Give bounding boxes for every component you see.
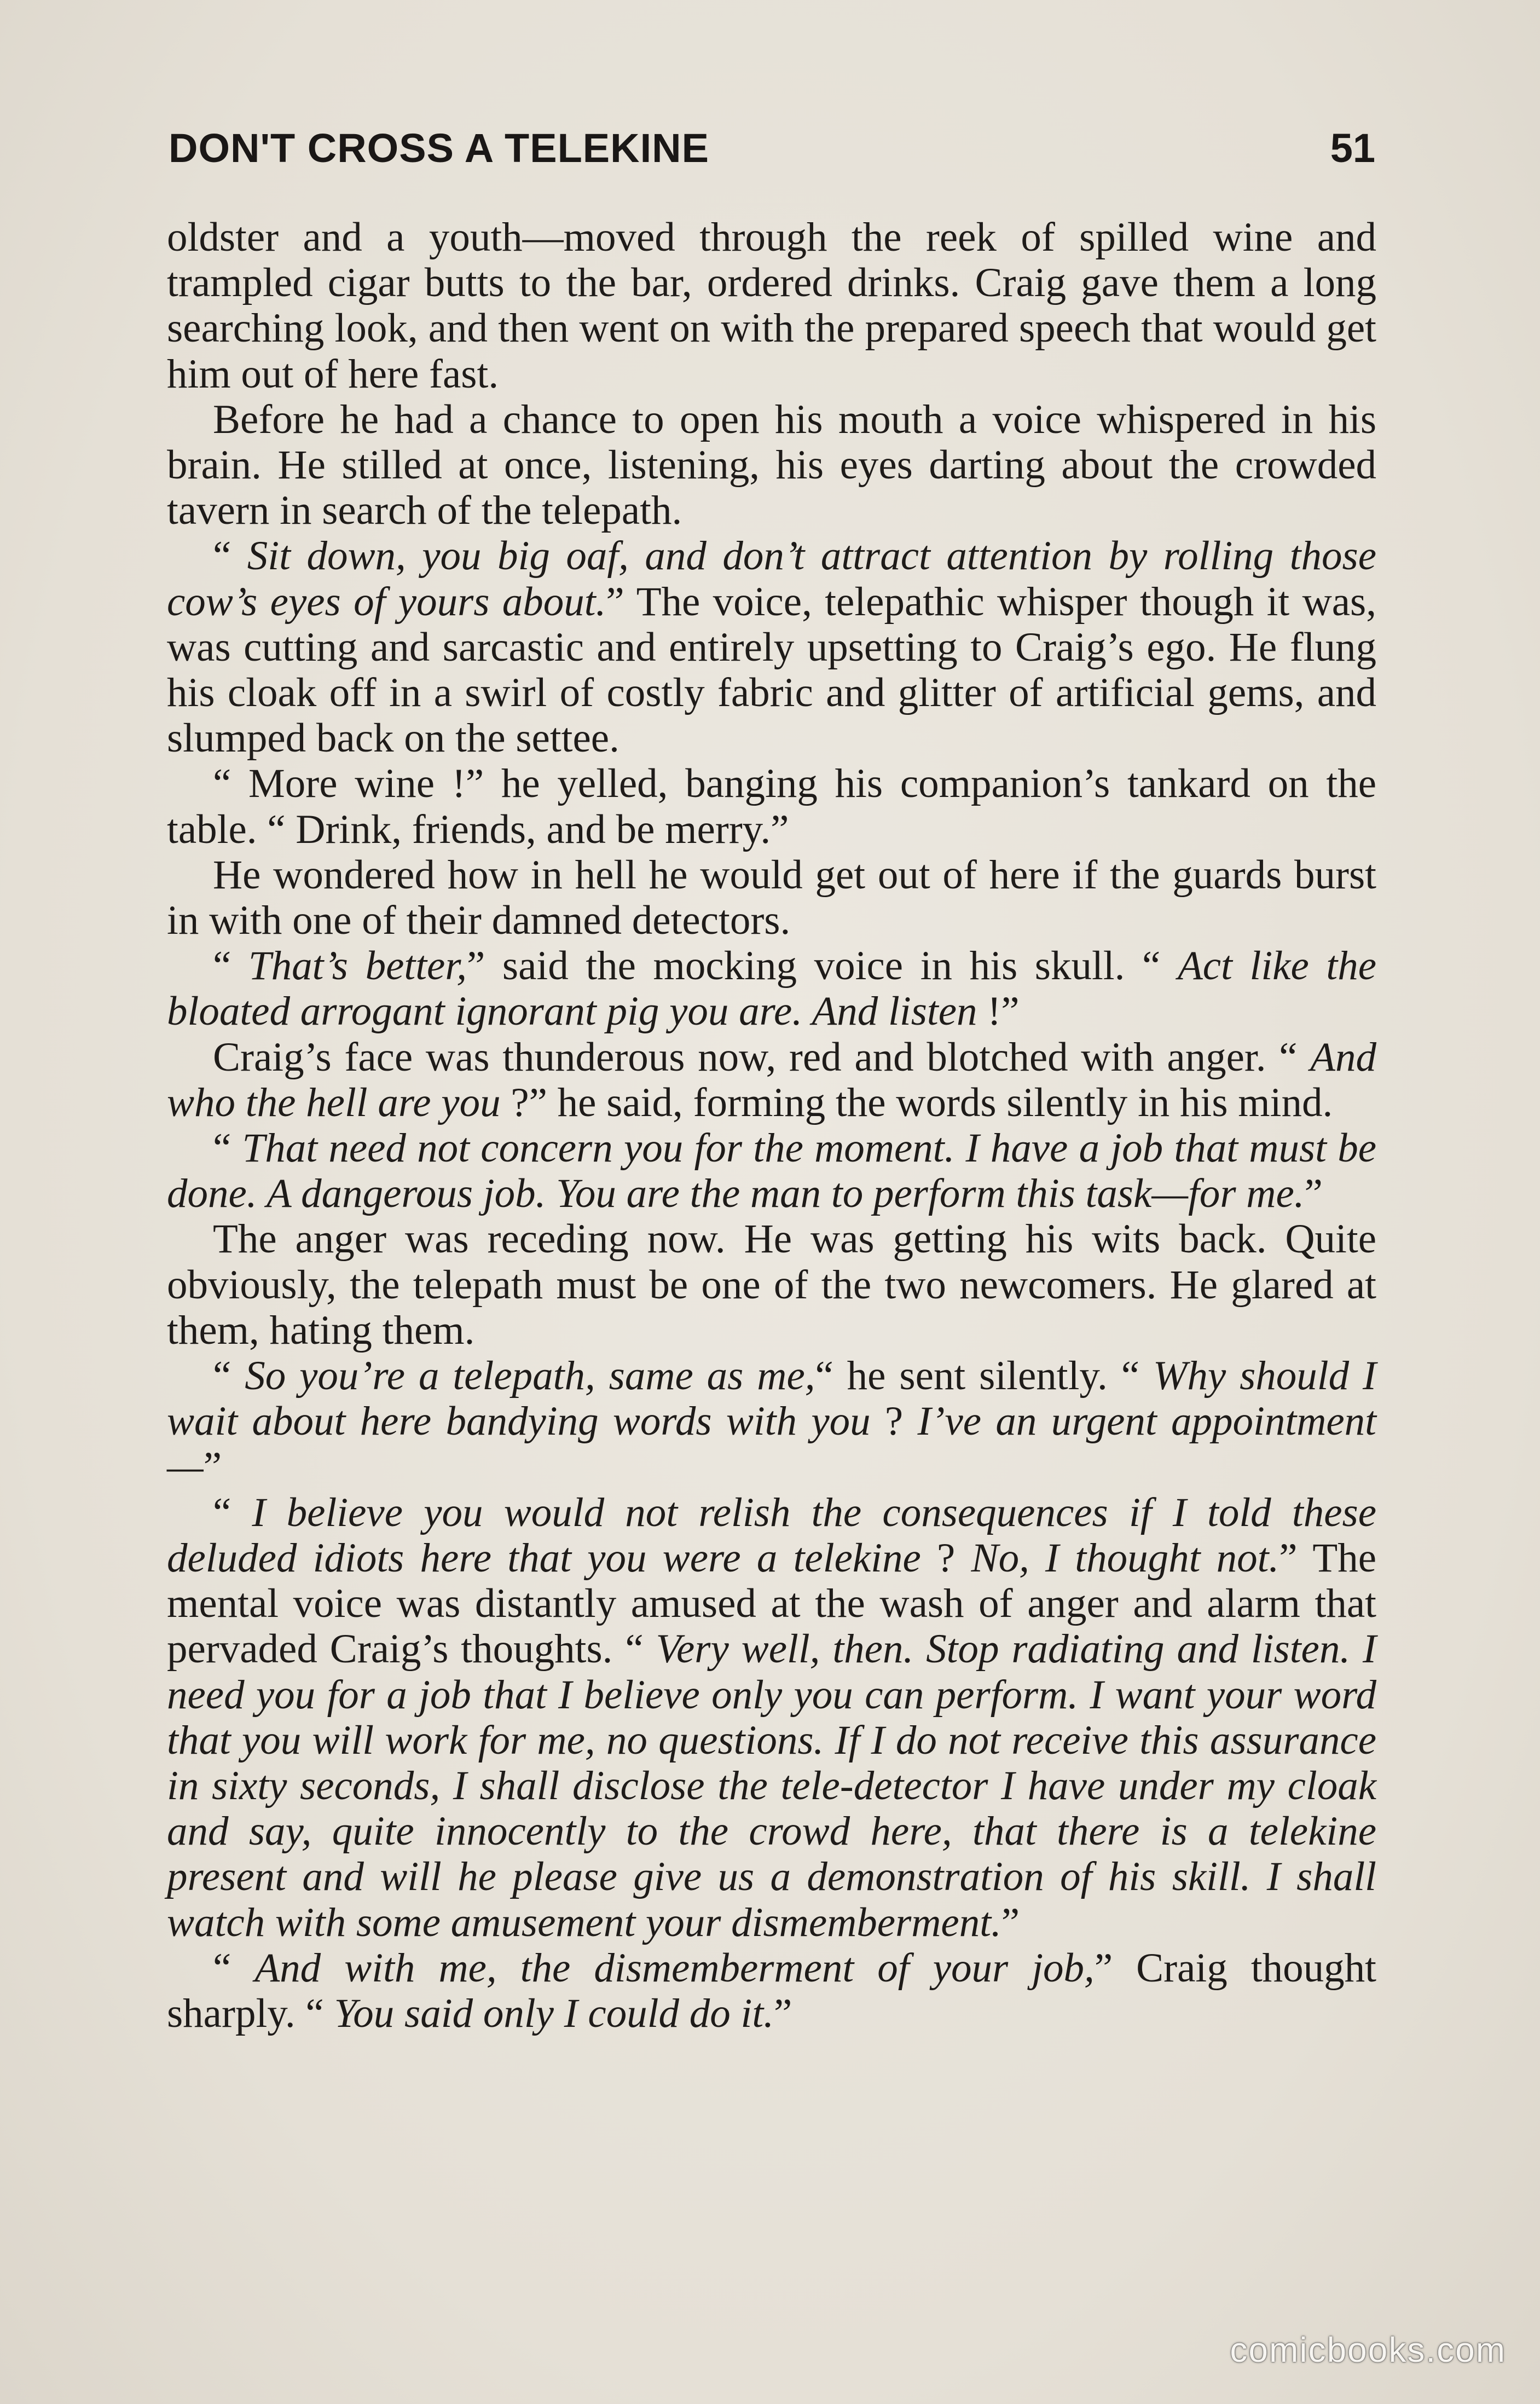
italic-run: Sit down, you big oaf, and don’t attract attention by rolling those cow’s eyes of yours about. [167, 533, 1376, 625]
text-run: ” [773, 1990, 792, 2036]
paragraph [167, 1490, 1376, 1945]
italic-run: Why should I wait about here bandying words with you [167, 1353, 1377, 1444]
text-run: oldster and a youth—moved through the reek of spilled wine and trampled cigar butts to the bar, ordered drinks. Craig gave them a long searching look, and then went on with the prepared speech that would get him out of here fast. [167, 215, 1376, 397]
text-run: Before he had a chance to open his mouth a voice whispered in his brain. He stilled at once, listening, his eyes darting about the crowded tavern in search of the telepath. [167, 396, 1376, 534]
text-run: ?” he said, forming the words silently in his mind. [500, 1079, 1333, 1125]
paragraph [167, 943, 1376, 1034]
italic-run: That need not concern you for the moment. I have a job that must be done. A dangerous job. You are the man to perform this task—for me. [167, 1125, 1376, 1217]
text-run: Craig’s face was thunderous now, red and blotched with anger. “ [213, 1034, 1311, 1080]
italic-run: That’s better, [248, 943, 467, 989]
text-run: “ he sent silently. “ [815, 1353, 1153, 1399]
text-run: ? [920, 1535, 971, 1581]
italic-run: Very well, then. Stop radiating and listen. I need you for a job that I believe only you can perform. I want your word that you will work for me, no questions. If I do not receive this assurance in sixty seconds, I shall disclose the tele-detector I have under my cloak and say, quite innocently to the crowd here, that there is a telekine present and will he please give us a demonstration of his skill. I shall watch with some amusement your dismemberment. [167, 1626, 1376, 1945]
paragraph [167, 1216, 1376, 1353]
paragraph [167, 397, 1376, 534]
text-run: “ [213, 533, 247, 579]
text-run: ? [870, 1399, 918, 1444]
text-run: ” [1304, 1171, 1323, 1217]
text-run: “ [213, 1125, 242, 1171]
paragraph [167, 1125, 1376, 1216]
text-run: The anger was receding now. He was getting his wits back. Quite obviously, the telepath must be one of the two newcomers. He glared at them, hating them. [167, 1216, 1376, 1353]
italic-run: No, I thought not. [971, 1535, 1280, 1581]
text-run: “ [213, 1353, 245, 1399]
page-header [169, 125, 1375, 174]
body-text [167, 215, 1376, 2036]
italic-run: So you’re a telepath, same as me, [245, 1353, 815, 1399]
paragraph [167, 215, 1376, 397]
paragraph [167, 533, 1376, 761]
watermark: comicbooks.com [1230, 2330, 1506, 2370]
italic-run: And with me, the dismemberment of your job, [254, 1945, 1095, 1991]
running-head: DON'T CROSS A TELEKINE [169, 125, 709, 171]
italic-run: Act like the bloated arrogant ignorant pig you are. And listen [167, 943, 1376, 1035]
text-run: ” The voice, telepathic whisper though it was, was cutting and sarcastic and entirely upsetting to Craig’s ego. He flung his cloak off in a swirl of costly fabric and glitter of artificial gems, and slumped back on the settee. [167, 579, 1376, 761]
text-run: “ [213, 1945, 255, 1991]
text-run: ” Craig thought sharply. “ [167, 1945, 1376, 2036]
paragraph [167, 1353, 1376, 1490]
paragraph [167, 1035, 1376, 1125]
text-run: ” The mental voice was distantly amused at the wash of anger and alarm that pervaded Craig’s thoughts. “ [167, 1535, 1376, 1672]
italic-run: I’ve an urgent appointment— [167, 1399, 1377, 1490]
text-run: ” said the mocking voice in his skull. “ [466, 943, 1178, 989]
paragraph [167, 852, 1376, 943]
text-run: “ More wine !” he yelled, banging his companion’s tankard on the table. “ Drink, friends, and be merry.” [167, 761, 1376, 852]
italic-run: I believe you would not relish the consequences if I told these deluded idiots here that you were a telekine [167, 1489, 1376, 1581]
paragraph [167, 1945, 1376, 2036]
italic-run: And who the hell are you [167, 1034, 1376, 1125]
text-run: ” [1001, 1899, 1020, 1945]
italic-run: You said only I could do it. [334, 1990, 774, 2036]
text-run: “ [213, 943, 248, 989]
paragraph [167, 761, 1376, 852]
text-run: !” [977, 989, 1020, 1035]
text-run: He wondered how in hell he would get out of here if the guards burst in with one of their damned detectors. [167, 852, 1376, 944]
text-run: “ [213, 1489, 252, 1535]
page-number: 51 [1330, 125, 1375, 171]
text-run: ” [203, 1444, 222, 1490]
